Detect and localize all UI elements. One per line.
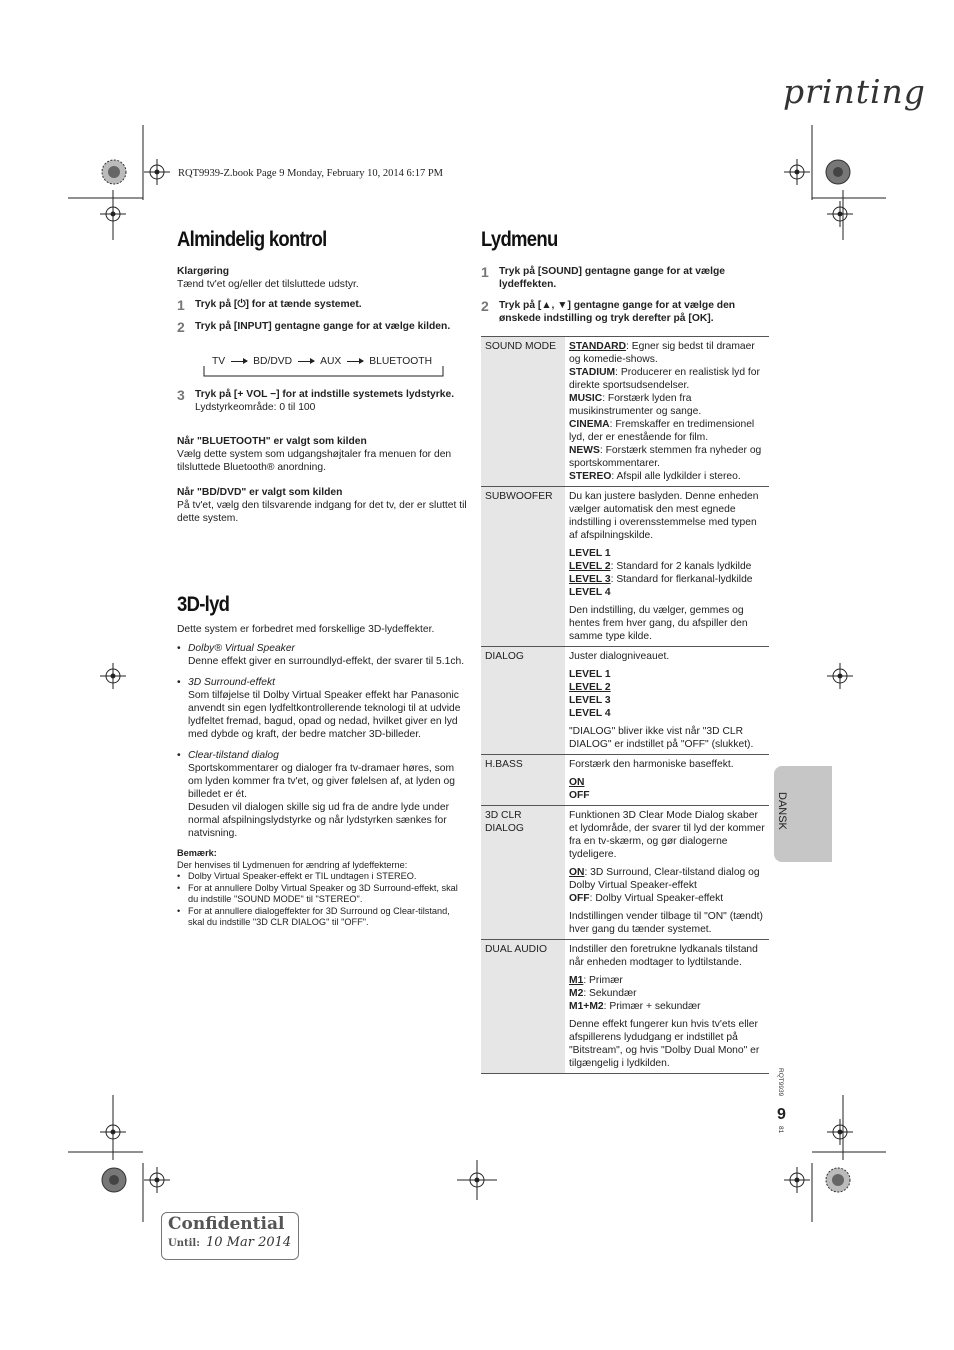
table-row <box>481 806 769 940</box>
option-line <box>569 974 765 987</box>
option-desc: : Afspil alle lydkilder i stereo. <box>611 471 741 482</box>
table-row <box>481 487 769 647</box>
option-line <box>569 366 765 392</box>
option-line <box>569 789 765 802</box>
table-row <box>481 647 769 755</box>
option-key: OFF <box>569 790 590 801</box>
option-key: STEREO <box>569 471 612 482</box>
option-desc: : Primær <box>583 975 623 986</box>
option-line <box>569 392 765 418</box>
option-key: STADIUM <box>569 367 616 378</box>
list-item <box>177 749 467 840</box>
option-key: LEVEL 4 <box>569 587 611 598</box>
bluetooth-title: Når "BLUETOOTH" er valgt som kilden <box>177 436 367 447</box>
menu-setting-label: SOUND MODE <box>481 337 565 487</box>
option-line <box>569 707 765 720</box>
confidential-date: 10 Mar 2014 <box>206 1235 292 1250</box>
option-desc: Du kan justere baslyden. Denne enheden vælger automatisk den mest egnede indstilling i overensstemmelse med typen af afspilningskilde. <box>569 491 759 541</box>
option-line <box>569 470 765 483</box>
step-number: 1 <box>481 264 489 280</box>
option-key: LEVEL 1 <box>569 669 611 680</box>
bddvd-title: Når "BD/DVD" er valgt som kilden <box>177 487 343 498</box>
option-key: LEVEL 1 <box>569 548 611 559</box>
option-line <box>569 943 765 969</box>
option-key: MUSIC <box>569 393 603 404</box>
flow-arrow-icon <box>298 361 314 362</box>
step-number: 3 <box>177 387 185 403</box>
printing-watermark: printing <box>783 72 926 111</box>
option-line <box>569 560 765 573</box>
option-desc: : Fremskaffer en tredimensionel lyd, der er enestående for film. <box>569 419 755 443</box>
option-desc: : Sekundær <box>583 988 637 999</box>
option-line <box>569 547 765 560</box>
menu-setting-options <box>565 647 769 755</box>
step-number: 2 <box>481 298 489 314</box>
file-header-line: RQT9939-Z.book Page 9 Monday, February 10, 2014 6:17 PM <box>178 168 444 179</box>
option-key: ON <box>569 777 585 788</box>
step-text: Tryk på [▲, ▼] gentagne gange for at vælge den ønskede indstilling og tryk derefter på [OK]. <box>499 300 736 324</box>
option-line <box>569 490 765 542</box>
step-number: 2 <box>177 319 185 335</box>
confidential-title: Confidential <box>168 1214 285 1234</box>
option-line <box>569 444 765 470</box>
option-line <box>569 586 765 599</box>
option-desc: : Standard for flerkanal-lydkilde <box>610 574 753 585</box>
option-line <box>569 758 765 771</box>
step-1 <box>177 298 467 312</box>
page-suffix: 81 <box>777 1126 784 1134</box>
step-3 <box>177 388 467 414</box>
step-text: Tryk på [SOUND] gentagne gange for at vælge lydeffekten. <box>499 266 725 290</box>
option-desc: Denne effekt fungerer kun hvis tv'ets eller afspillerens lydudgang er indstillet på "Bitstream", og hvis "Dolby Dual Mono" er tilgængelig i lydkilden. <box>569 1019 760 1069</box>
menu-setting-label: DIALOG <box>481 647 565 755</box>
option-key: LEVEL 2 <box>569 561 611 572</box>
sound-menu-table-wrap <box>481 336 769 1074</box>
note-title: Bemærk: <box>177 848 217 858</box>
note-item: • For at annullere dialogeffekter for 3D Surround og Clear-tilstand, skal du indstille "3D CLR DIALOG" til "OFF". <box>177 906 467 929</box>
step-number: 1 <box>177 297 185 313</box>
table-row <box>481 940 769 1074</box>
left-column-lower <box>177 388 467 525</box>
option-desc: Indstillingen vender tilbage til "ON" (tændt) hver gang du tænder systemet. <box>569 911 763 935</box>
option-line <box>569 910 765 936</box>
option-line <box>569 809 765 861</box>
option-desc: : Forstærk stemmen fra nyheder og sportskommentarer. <box>569 445 762 469</box>
note-list <box>177 871 467 929</box>
language-tab-label: DANSK <box>776 792 788 830</box>
option-desc: Funktionen 3D Clear Mode Dialog skaber et lydområde, der svarer til lyd der kommer fra en tv-skærm, og gør dialogerne tydeligere. <box>569 810 765 860</box>
menu-setting-options <box>565 806 769 940</box>
option-line <box>569 573 765 586</box>
option-desc: "DIALOG" bliver ikke vist når "3D CLR DIALOG" er indstillet på "OFF" (slukket). <box>569 726 754 750</box>
option-line <box>569 1018 765 1070</box>
option-desc: : Primær + sekundær <box>603 1001 701 1012</box>
option-line <box>569 1000 765 1013</box>
step-2 <box>177 320 467 334</box>
flow-bddvd: BD/DVD <box>253 356 293 367</box>
option-line <box>569 604 765 643</box>
menu-setting-options <box>565 940 769 1074</box>
bullet-title: • Dolby® Virtual Speaker <box>188 643 295 654</box>
option-key: M2 <box>569 988 584 999</box>
option-desc: : Dolby Virtual Speaker-effekt <box>589 893 724 904</box>
threed-section <box>177 623 467 929</box>
note-intro: Der henvises til Lydmenuen for ændring af lydeffekterne: <box>177 859 408 870</box>
section-title-lydmenu: Lydmenu <box>481 228 558 251</box>
bullet-title: • 3D Surround-effekt <box>188 677 275 688</box>
option-key: ON <box>569 867 585 878</box>
input-source-flow <box>202 356 442 374</box>
option-line <box>569 725 765 751</box>
menu-setting-label: 3D CLR DIALOG <box>481 806 565 940</box>
option-key: LEVEL 3 <box>569 695 611 706</box>
option-desc: : Producerer en realistisk lyd for direkte sportsudsendelser. <box>569 367 760 391</box>
left-column <box>177 265 467 334</box>
option-desc: : Standard for 2 kanals lydkilde <box>610 561 752 572</box>
option-line <box>569 668 765 681</box>
option-desc: Indstiller den foretrukne lydkanals tilstand når enheden modtager to lydtilstande. <box>569 944 758 968</box>
option-line <box>569 694 765 707</box>
side-code: RQT9939 <box>777 1068 784 1097</box>
bullet-text: Sportskommentarer og dialoger fra tv-dramaer høres, som om lyden kommer fra tv'et, og giver følelsen af, at lyden og billedet er ét. Desuden vil dialogen skille sig ud fra de andre lyde under normal afspilningslydstyrke og når lydstyrken sænkes for natvisning. <box>188 763 455 839</box>
option-desc: Den indstilling, du vælger, gemmes og hentes frem hver gang, du afspiller den samme type kilde. <box>569 605 748 642</box>
option-key: NEWS <box>569 445 600 456</box>
bullet-text: Denne effekt giver en surroundlyd-effekt, der svarer til 5.1ch. <box>188 656 465 667</box>
option-desc: Forstærk den harmoniske baseffekt. <box>569 759 734 770</box>
option-line <box>569 776 765 789</box>
sound-menu-table <box>481 336 769 1074</box>
option-key: M1+M2 <box>569 1001 604 1012</box>
step-text: Tryk på [INPUT] gentagne gange for at vælge kilden. <box>195 321 451 332</box>
menu-setting-options <box>565 337 769 487</box>
menu-setting-label: SUBWOOFER <box>481 487 565 647</box>
option-line <box>569 892 765 905</box>
menu-setting-label: DUAL AUDIO <box>481 940 565 1074</box>
flow-arrow-icon <box>347 361 363 362</box>
confidential-until-label: Until: <box>168 1238 200 1249</box>
menu-setting-options <box>565 487 769 647</box>
threed-bullets <box>177 642 467 840</box>
flow-bluetooth: BLUETOOTH <box>369 356 433 367</box>
bullet-title: • Clear-tilstand dialog <box>188 750 279 761</box>
option-key: LEVEL 4 <box>569 708 611 719</box>
bluetooth-text: Vælg dette system som udgangshøjtaler fra menuen for den tilsluttede Bluetooth® anordning. <box>177 449 452 473</box>
right-steps <box>481 265 769 325</box>
bddvd-text: På tv'et, vælg den tilsvarende indgang for det tv, der er sluttet til dette system. <box>177 500 467 524</box>
option-line <box>569 340 765 366</box>
step-text: Tryk på [⏻] for at tænde systemet. <box>195 299 362 310</box>
page-number: 9 <box>777 1106 786 1123</box>
threed-intro: Dette system er forbedret med forskellige 3D-lydeffekter. <box>177 624 435 635</box>
table-row <box>481 755 769 806</box>
section-title-almindelig-kontrol: Almindelig kontrol <box>177 228 327 251</box>
bullet-text: Som tilføjelse til Dolby Virtual Speaker effekt har Panasonic anvendt sin egen lydfeltkontrollerende teknologi til at udvide lydfeltet fremad, bagud, opad og nedad, hvilket giver en lyd med dybde og kraft, der bedre matcher 3D-billeder. <box>188 690 461 740</box>
section-title-3d-lyd: 3D-lyd <box>177 593 230 616</box>
table-row <box>481 337 769 487</box>
option-desc: : 3D Surround, Clear-tilstand dialog og Dolby Virtual Speaker-effekt <box>569 867 760 891</box>
option-line <box>569 987 765 1000</box>
right-step-2 <box>481 299 769 325</box>
option-key: CINEMA <box>569 419 610 430</box>
flow-arrow-icon <box>231 361 247 362</box>
note-item: • For at annullere Dolby Virtual Speaker og 3D Surround-effekt, skal du indstille "SOUND MODE" til "STEREO". <box>177 883 467 906</box>
option-desc: : Egner sig bedst til dramaer og komedie-shows. <box>569 341 755 365</box>
step-subtext: Lydstyrkeområde: 0 til 100 <box>195 402 316 413</box>
option-desc: : Forstærk lyden fra musikinstrumenter og sange. <box>569 393 702 417</box>
note-item: • Dolby Virtual Speaker-effekt er TIL undtagen i STEREO. <box>177 871 467 883</box>
menu-setting-label: H.BASS <box>481 755 565 806</box>
prep-title: Klargøring <box>177 266 230 277</box>
list-item <box>177 642 467 668</box>
option-key: STANDARD <box>569 341 627 352</box>
option-line <box>569 650 765 663</box>
right-step-1 <box>481 265 769 291</box>
option-key: LEVEL 3 <box>569 574 611 585</box>
option-desc: Juster dialogniveauet. <box>569 651 670 662</box>
option-key: M1 <box>569 975 584 986</box>
option-line <box>569 418 765 444</box>
flow-tv: TV <box>212 356 226 367</box>
menu-setting-options <box>565 755 769 806</box>
step-text: Tryk på [+ VOL −] for at indstille systemets lydstyrke. <box>195 389 455 400</box>
prep-text: Tænd tv'et og/eller det tilsluttede udstyr. <box>177 279 359 290</box>
option-key: OFF <box>569 893 590 904</box>
list-item <box>177 676 467 741</box>
option-key: LEVEL 2 <box>569 682 611 693</box>
flow-aux: AUX <box>320 356 342 367</box>
option-line <box>569 681 765 694</box>
option-line <box>569 866 765 892</box>
